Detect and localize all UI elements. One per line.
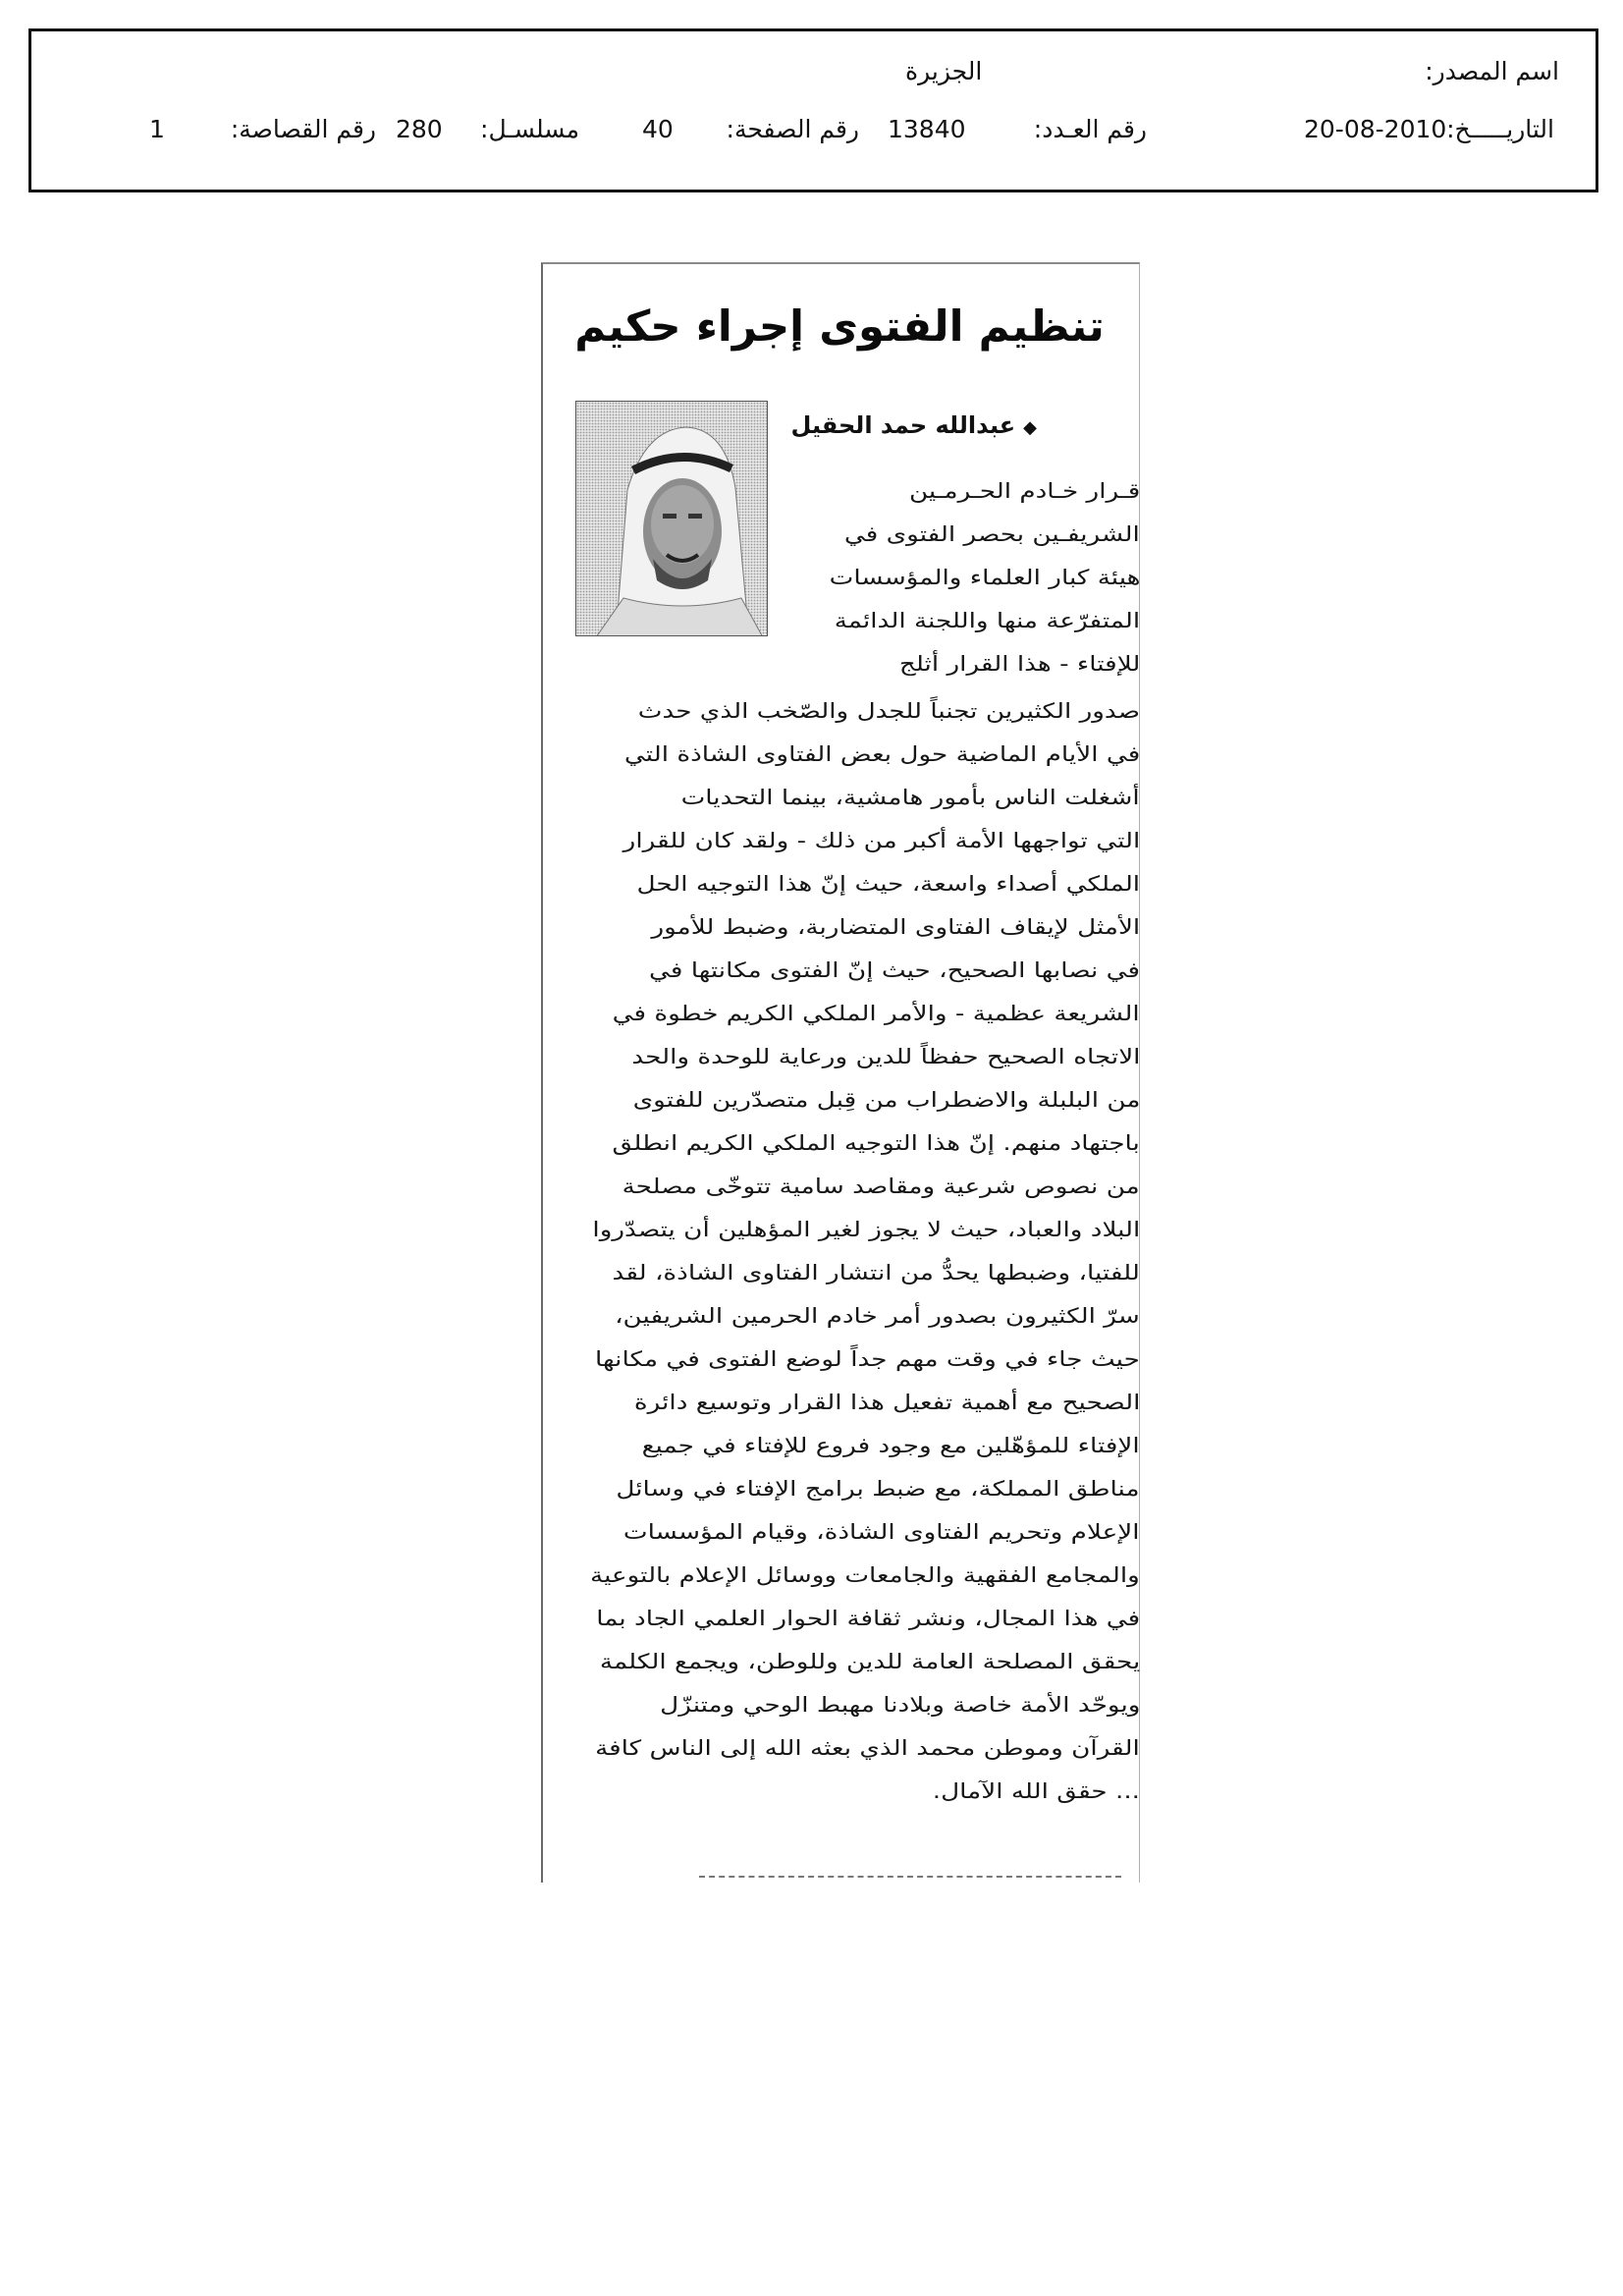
article-body-line: يحقق المصلحة العامة للدين وللوطن، ويجمع الكلمة xyxy=(599,1650,1140,1673)
clip-number-label: رقم القصاصة: xyxy=(230,115,376,143)
article-body-line: من نصوص شرعية ومقاصد سامية تتوخّى مصلحة xyxy=(622,1175,1140,1198)
clipping-info-box xyxy=(28,28,1598,192)
article-body-line: القرآن وموطن محمد الذي بعثه الله إلى الناس كافة xyxy=(595,1736,1140,1760)
article-body-line: الأمثل لإيقاف الفتاوى المتضاربة، وضبط للأمور xyxy=(651,915,1140,939)
article-body-line: الإعلام وتحريم الفتاوى الشاذة، وقيام المؤسسات xyxy=(623,1520,1140,1544)
article-body-line: الاتجاه الصحيح حفظاً للدين ورعاية للوحدة والحد xyxy=(630,1045,1140,1068)
article-body-line: صدور الكثيرين تجنباً للجدل والصّخب الذي حدث xyxy=(637,699,1140,723)
date-value: 20-08-2010 xyxy=(1304,115,1447,143)
article-body-line: باجتهاد منهم. إنّ هذا التوجيه الملكي الكريم انطلق xyxy=(612,1131,1140,1155)
clipping-bottom-edge xyxy=(699,1876,1121,1878)
author-photo xyxy=(575,401,768,636)
article-body-line: في هذا المجال، ونشر ثقافة الحوار العلمي الجاد بما xyxy=(595,1607,1140,1630)
author-name: عبدالله حمد الحقيل xyxy=(790,411,1016,439)
serial-value: 280 xyxy=(396,115,443,143)
author-byline xyxy=(785,403,1037,448)
article-body-line: الصحيح مع أهمية تفعيل هذا القرار وتوسيع دائرة xyxy=(633,1391,1140,1414)
article-body-line: الإفتاء للمؤهّلين مع وجود فروع للإفتاء في جميع xyxy=(641,1434,1140,1457)
article-body-line: للإفتاء - هذا القرار أثلج xyxy=(898,652,1140,676)
clip-number-value: 1 xyxy=(149,115,165,143)
article-body-line: في نصابها الصحيح، حيث إنّ الفتوى مكانتها في xyxy=(648,958,1140,982)
article-body-line: هيئة كبار العلماء والمؤسسات xyxy=(829,566,1140,589)
article-body-line: ... حقق الله الآمال. xyxy=(932,1779,1140,1803)
article-body-line: قـرار خـادم الحـرمـين xyxy=(908,479,1140,503)
article-body-line: في الأيام الماضية حول بعض الفتاوى الشاذة التي xyxy=(623,742,1140,766)
source-label: اسم المصدر: xyxy=(1425,57,1559,85)
article-body-line: المتفرّعة منها واللجنة الدائمة xyxy=(834,609,1140,632)
article-body-line: الشريعة عظمية - والأمر الملكي الكريم خطوة في xyxy=(612,1002,1140,1025)
author-portrait-image xyxy=(576,402,768,636)
serial-label: مسلسـل: xyxy=(480,115,579,143)
article-body-line: الشريفـين بحصر الفتوى في xyxy=(844,522,1140,546)
source-value: الجزيرة xyxy=(905,57,983,85)
article-body-line: والمجامع الفقهية والجامعات ووسائل الإعلام بالتوعية xyxy=(590,1563,1140,1587)
issue-label: رقم العـدد: xyxy=(1033,115,1147,143)
article-body-line: من البلبلة والاضطراب من قِبل متصدّرين للفتوى xyxy=(632,1088,1140,1112)
article-body-line: سرّ الكثيرون بصدور أمر خادم الحرمين الشريفين، xyxy=(615,1304,1140,1328)
page-value: 40 xyxy=(642,115,674,143)
issue-value: 13840 xyxy=(888,115,966,143)
article-body-line: مناطق المملكة، مع ضبط برامج الإفتاء في وسائل xyxy=(616,1477,1140,1501)
article-body-line: ويوحّد الأمة خاصة وبلادنا مهبط الوحي ومتنزّل xyxy=(659,1693,1140,1717)
article-body-line: البلاد والعباد، حيث لا يجوز لغير المؤهلين أن يتصدّروا xyxy=(592,1218,1140,1241)
date-label: التاريـــــخ: xyxy=(1446,115,1554,143)
article-body-line: الملكي أصداء واسعة، حيث إنّ هذا التوجيه الحل xyxy=(636,872,1140,896)
article-body-line: التي تواجهها الأمة أكبر من ذلك - ولقد كان للقرار xyxy=(622,829,1140,852)
page-label: رقم الصفحة: xyxy=(726,115,859,143)
article-body-line: أشغلت الناس بأمور هامشية، بينما التحديات xyxy=(680,786,1140,809)
article-body-line: حيث جاء في وقت مهم جداً لوضع الفتوى في مكانها xyxy=(595,1347,1140,1371)
diamond-bullet-icon: ◆ xyxy=(1023,417,1037,438)
article-body-line: للفتيا، وضبطها يحدُّ من انتشار الفتاوى الشاذة، لقد xyxy=(612,1261,1140,1285)
article-headline: تنظيم الفتوى إجراء حكيم xyxy=(574,302,1105,352)
